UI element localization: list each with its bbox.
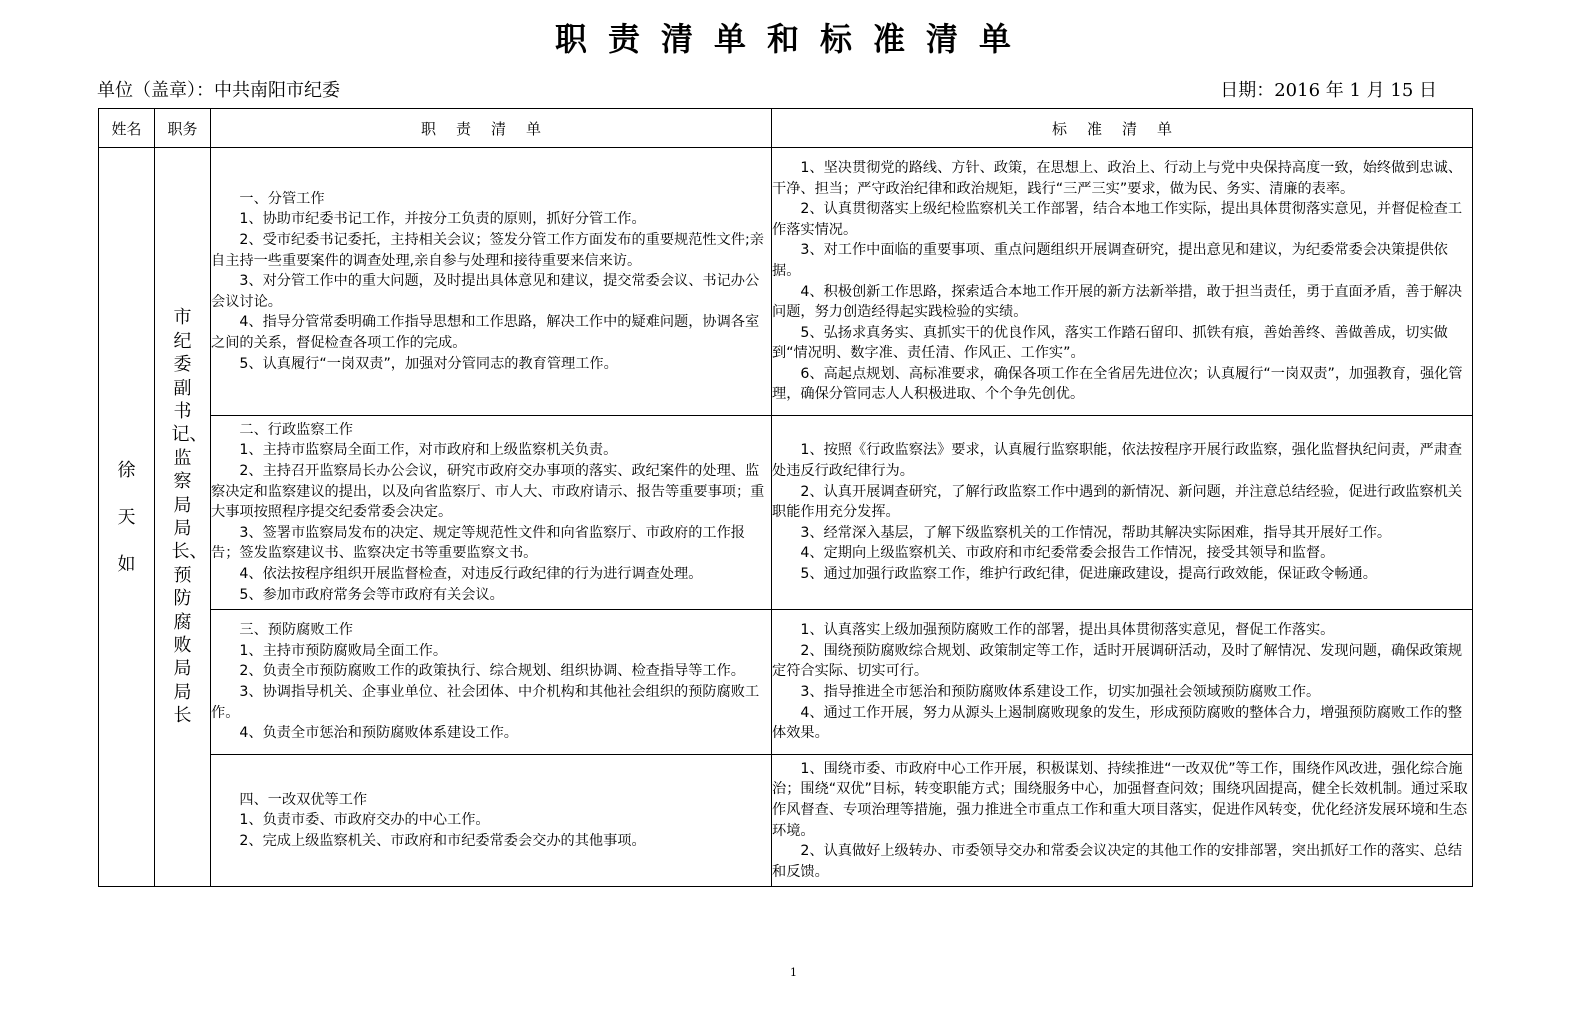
standards-cell-0 (772, 148, 1473, 416)
header-standards: 标准清单 (772, 109, 1473, 148)
duties-cell-2 (211, 610, 772, 755)
standard-item: 3、指导推进全市惩治和预防腐败体系建设工作，切实加强社会领域预防腐败工作。 (800, 684, 1321, 700)
duty-item: 1、主持市预防腐败局全面工作。 (239, 642, 448, 659)
standard-item: 5、通过加强行政监察工作，维护行政纪律，促进廉政建设，提高行政效能，保证政令畅通。 (800, 565, 1377, 582)
person-role (155, 148, 211, 887)
duty-item: 4、指导分管常委明确工作指导思想和工作思路，解决工作中的疑难问题，协调各室之间的关系，督促检查各项工作的完成。 (211, 314, 760, 351)
person-role-text: 市纪委副书记、监察局局长、预防腐败局局长 (171, 307, 208, 727)
header-duties: 职责清单 (211, 109, 772, 148)
standards-cell-1 (772, 416, 1473, 610)
standard-item: 4、积极创新工作思路，探索适合本地工作开展的新方法新举措，敢于担当责任，勇于直面矛盾，善于解决问题，努力创造经得起实践检验的实绩。 (772, 283, 1463, 321)
duty-item: 2、负责全市预防腐败工作的政策执行、综合规划、组织协调、检查指导等工作。 (239, 663, 745, 680)
table-row (99, 416, 1473, 610)
standard-item: 2、认真做好上级转办、市委领导交办和常委会议决定的其他工作的安排部署，突出抓好工作的落实、总结和反馈。 (772, 843, 1463, 880)
table-row (99, 755, 1473, 887)
duty-item: 2、完成上级监察机关、市政府和市纪委常委会交办的其他事项。 (239, 832, 646, 849)
person-name-text: 徐天如 (117, 459, 136, 575)
standards-cell-3 (772, 755, 1473, 887)
standard-item: 1、按照《行政监察法》要求，认真履行监察职能，依法按程序开展行政监察，强化监督执纪问责，严肃查处违反行政纪律行为。 (772, 442, 1463, 480)
table-body (99, 148, 1473, 887)
duty-item: 1、负责市委、市政府交办的中心工作。 (239, 812, 490, 829)
duties-cell-0 (211, 148, 772, 416)
duty-item: 3、签署市监察局发布的决定、规定等规范性文件和向省监察厅、市政府的工作报告；签发监察建议书、监察决定书等重要监察文书。 (211, 524, 745, 562)
standard-item: 1、坚决贯彻党的路线、方针、政策，在思想上、政治上、行动上与党中央保持高度一致，始终做到忠诚、干净、担当；严守政治纪律和政治规矩，践行“三严三实”要求，做为民、务实、清廉的表率。 (772, 159, 1463, 197)
standard-item: 2、认真贯彻落实上级纪检监察机关工作部署，结合本地工作实际，提出具体贯彻落实意见，并督促检查工作落实情况。 (772, 201, 1463, 238)
duty-item: 1、协助市纪委书记工作，并按分工负责的原则，抓好分管工作。 (239, 211, 646, 228)
standard-item: 1、认真落实上级加强预防腐败工作的部署，提出具体贯彻落实意见，督促工作落实。 (800, 622, 1335, 639)
standards-cell-2 (772, 610, 1473, 755)
standard-item: 1、围绕市委、市政府中心工作开展，积极谋划、持续推进“一改双优”等工作，围绕作风改进，强化综合施治；围绕“双优”目标，转变职能方式；围绕服务中心，加强督查问效；围绕巩固提高，健全长效机制。通过采取作风督查、专项治理等措施，强力推进全市重点工作和重大项目落实，促进作风转变，优化经济发展环境和生态环境。 (772, 760, 1468, 839)
duty-item: 5、参加市政府常务会等市政府有关会议。 (239, 586, 504, 603)
table-header-row (99, 109, 1473, 148)
duty-heading: 三、预防腐败工作 (239, 622, 353, 639)
duties-cell-1 (211, 416, 772, 610)
duty-item: 2、受市纪委书记委托，主持相关会议；签发分管工作方面发布的重要规范性文件;亲自主持一些重要案件的调查处理,亲自参与处理和接待重要来信来访。 (211, 232, 764, 269)
duty-heading: 一、分管工作 (239, 190, 325, 207)
table-row (99, 148, 1473, 416)
date-label: 日期：2016 年 1 月 15 日 (1220, 80, 1437, 101)
standard-item: 2、认真开展调查研究，了解行政监察工作中遇到的新情况、新问题，并注意总结经验，促进行政监察机关职能作用充分发挥。 (772, 483, 1463, 521)
standard-item: 6、高起点规划、高标准要求，确保各项工作在全省居先进位次；认真履行“一岗双责”，加强教育，强化管理，确保分管同志人人积极进取、个个争先创优。 (772, 365, 1463, 403)
duty-item: 5、认真履行“一岗双责”，加强对分管同志的教育管理工作。 (239, 355, 618, 372)
standard-item: 4、通过工作开展，努力从源头上遏制腐败现象的发生，形成预防腐败的整体合力，增强预防腐败工作的整体效果。 (772, 704, 1463, 742)
standard-item: 5、弘扬求真务实、真抓实干的优良作风，落实工作踏石留印、抓铁有痕，善始善终、善做善成，切实做到“情况明、数字准、责任清、作风正、工作实”。 (772, 324, 1448, 362)
unit-label: 单位（盖章）：中共南阳市纪委 (97, 80, 340, 101)
duty-heading: 二、行政监察工作 (239, 421, 353, 438)
page-title: 职责清单和标准清单 (554, 20, 1032, 58)
duty-item: 3、对分管工作中的重大问题，及时提出具体意见和建议，提交常委会议、书记办公会议讨论。 (211, 273, 760, 310)
duty-item: 2、主持召开监察局长办公会议，研究市政府交办事项的落实、政纪案件的处理、监察决定和监察建议的提出，以及向省监察厅、市人大、市政府请示、报告等重要事项；重大事项按照程序提交纪委常委会决定。 (211, 463, 765, 521)
header-name: 姓名 (99, 109, 155, 148)
standard-item: 3、对工作中面临的重要事项、重点问题组织开展调查研究，提出意见和建议，为纪委常委会决策提供依据。 (772, 242, 1448, 279)
duty-item: 3、协调指导机关、企事业单位、社会团体、中介机构和其他社会组织的预防腐败工作。 (211, 684, 760, 721)
duty-item: 4、依法按程序组织开展监督检查，对违反行政纪律的行为进行调查处理。 (239, 565, 703, 582)
duty-item: 4、负责全市惩治和预防腐败体系建设工作。 (239, 725, 518, 742)
duties-cell-3 (211, 755, 772, 887)
duty-standard-table (98, 108, 1473, 887)
standard-item: 2、围绕预防腐败综合规划、政策制定等工作，适时开展调研活动，及时了解情况、发现问题，确保政策规定符合实际、切实可行。 (772, 642, 1463, 680)
duty-item: 1、主持市监察局全面工作，对市政府和上级监察机关负责。 (239, 442, 618, 459)
duty-heading: 四、一改双优等工作 (239, 791, 368, 808)
header-role: 职务 (155, 109, 211, 148)
page-number: 1 (790, 966, 797, 979)
person-name (99, 148, 155, 887)
table-row (99, 610, 1473, 755)
standard-item: 4、定期向上级监察机关、市政府和市纪委常委会报告工作情况，接受其领导和监督。 (800, 545, 1335, 562)
standard-item: 3、经常深入基层，了解下级监察机关的工作情况，帮助其解决实际困难，指导其开展好工作。 (800, 524, 1392, 541)
